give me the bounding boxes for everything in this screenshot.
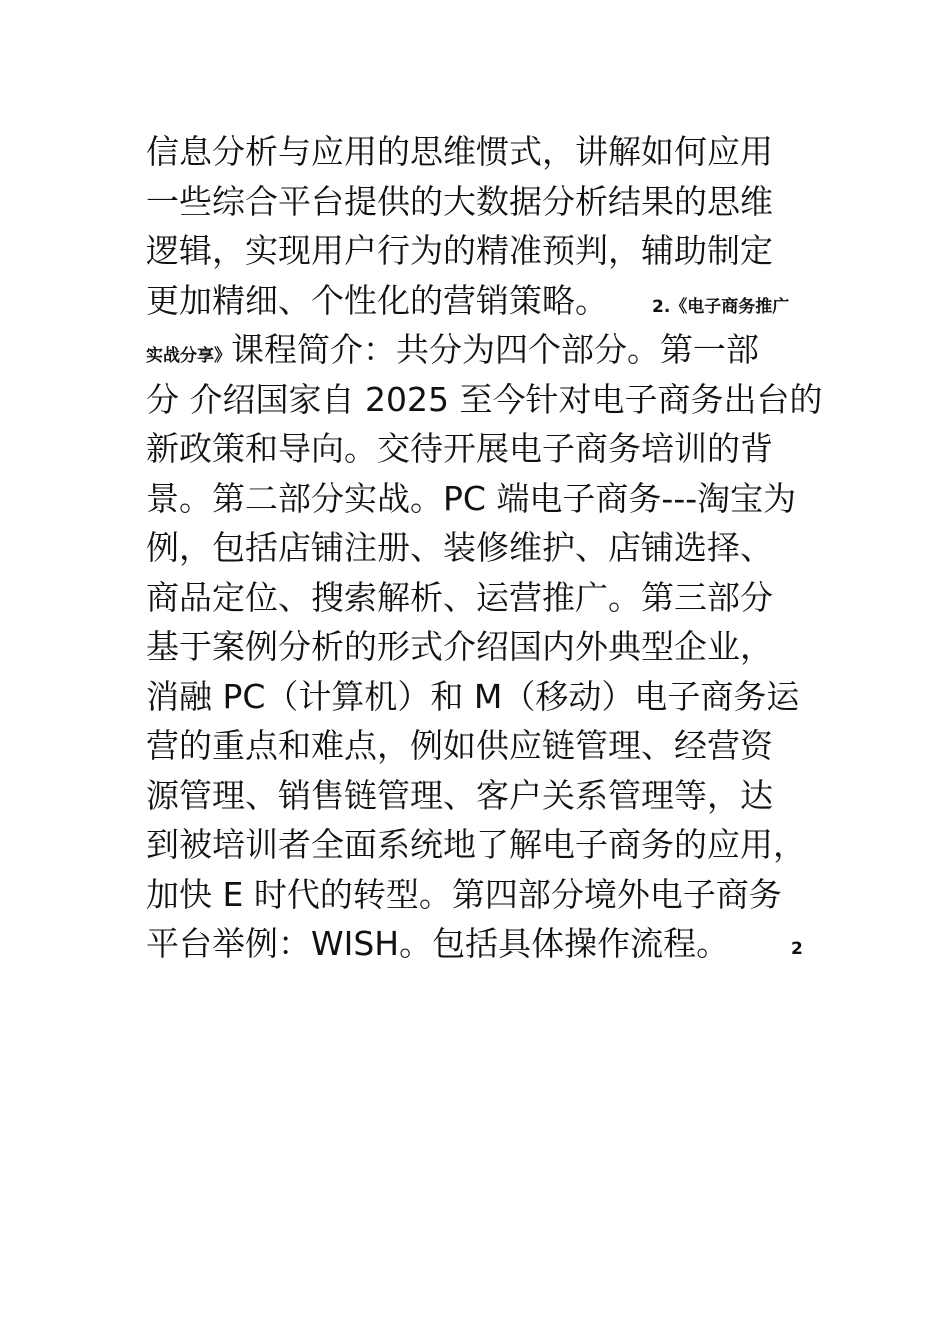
text-line: 分 介绍国家自 2025 至今针对电子商务出台的: [146, 379, 823, 419]
text-line: 景。第二部分实战。PC 端电子商务---淘宝为: [146, 478, 797, 518]
text-line: 源管理、销售链管理、客户关系管理等，达: [146, 775, 773, 815]
text-line: 例，包括店铺注册、装修维护、店铺选择、: [146, 528, 773, 567]
text-line: 加快 E 时代的转型。第四部分境外电子商务: [146, 874, 782, 914]
text-line: 平台举例：WISH。包括具体操作流程。: [146, 924, 730, 963]
text-line: 基于案例分析的形式介绍国内外典型企业，: [146, 627, 773, 666]
text-line: 信息分析与应用的思维惯式，讲解如何应用: [146, 132, 773, 171]
text-line: 到被培训者全面系统地了解电子商务的应用，: [146, 825, 806, 864]
text-line: 消融 PC（计算机）和 M（移动）电子商务运: [146, 676, 800, 716]
text-line: 逻辑，实现用户行为的精准预判，辅助制定: [146, 231, 773, 270]
text-line-with-heading: [146, 325, 836, 375]
text-line-segment: 课程简介：共分为四个部分。第一部: [231, 330, 759, 369]
text-line-segment: 更加精细、个性化的营销策略。: [146, 280, 608, 320]
section-heading-part1: 2.《电子商务推广: [652, 296, 790, 317]
text-line: 一些综合平台提供的大数据分析结果的思维: [146, 181, 773, 221]
document-body: [146, 127, 836, 969]
text-line: 新政策和导向。交待开展电子商务培训的背: [146, 429, 773, 468]
text-line-with-heading: [146, 276, 836, 326]
text-line: 商品定位、搜索解析、运营推广。第三部分: [146, 577, 773, 617]
page-number: 2: [791, 939, 803, 959]
section-heading-part2: 实战分享》: [146, 346, 231, 366]
text-line: 营的重点和难点，例如供应链管理、经营资: [146, 726, 773, 765]
